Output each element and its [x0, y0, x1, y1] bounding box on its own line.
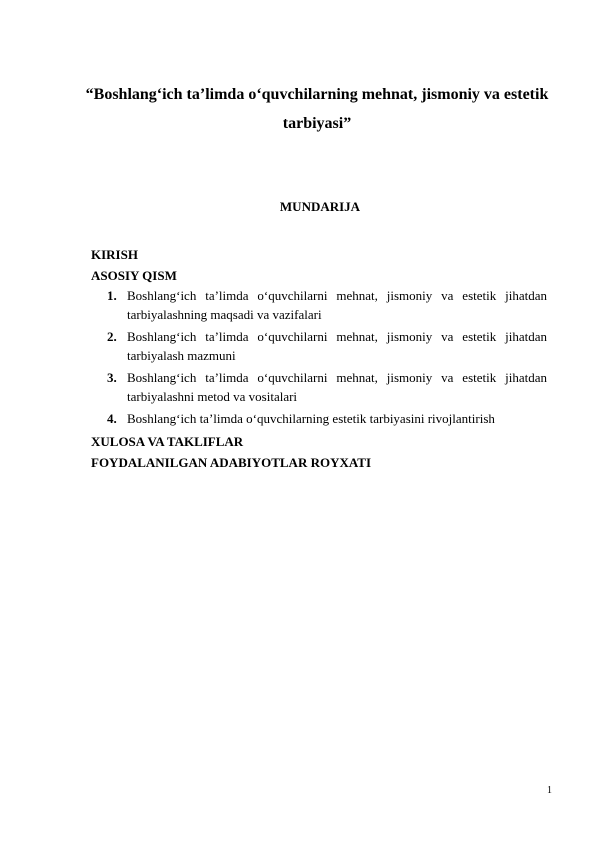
- toc-item-number: 4.: [107, 411, 117, 426]
- toc-item-text: Boshlang‘ich ta’limda o‘quvchilarning estetik tarbiyasini rivojlantirish: [127, 411, 495, 426]
- toc-heading: MUNDARIJA: [279, 199, 361, 214]
- toc-section-intro: KIRISH: [91, 247, 138, 262]
- toc-item-text: Boshlang‘ich ta’limda o‘quvchilarni mehnat, jismoniy va estetik jihatdan tarbiyalash mazmuni: [127, 329, 547, 363]
- toc-item-number: 2.: [107, 329, 117, 344]
- toc-item-1: [91, 286, 547, 324]
- toc-item-text: Boshlang‘ich ta’limda o‘quvchilarni mehnat, jismoniy va estetik jihatdan tarbiyalashni metod va vositalari: [127, 370, 547, 404]
- toc-item-2: [91, 327, 547, 365]
- table-of-contents: [91, 244, 547, 473]
- toc-item-3: [91, 368, 547, 406]
- toc-item-number: 1.: [107, 288, 117, 303]
- toc-item-text: Boshlang‘ich ta’limda o‘quvchilarni mehnat, jismoniy va estetik jihatdan tarbiyalashning maqsadi va vazifalari: [127, 288, 547, 322]
- document-title: “Boshlang‘ich ta’limda o‘quvchilarning mehnat, jismoniy va estetik tarbiyasi”: [85, 86, 549, 132]
- toc-section-main: ASOSIY QISM: [91, 268, 177, 283]
- toc-main-list: [91, 286, 547, 428]
- toc-section-references: FOYDALANILGAN ADABIYOTLAR ROYXATI: [91, 455, 372, 470]
- page-number: 1: [547, 785, 552, 796]
- toc-item-number: 3.: [107, 370, 117, 385]
- toc-section-conclusion: XULOSA VA TAKLIFLAR: [91, 434, 244, 449]
- toc-item-4: [91, 409, 547, 428]
